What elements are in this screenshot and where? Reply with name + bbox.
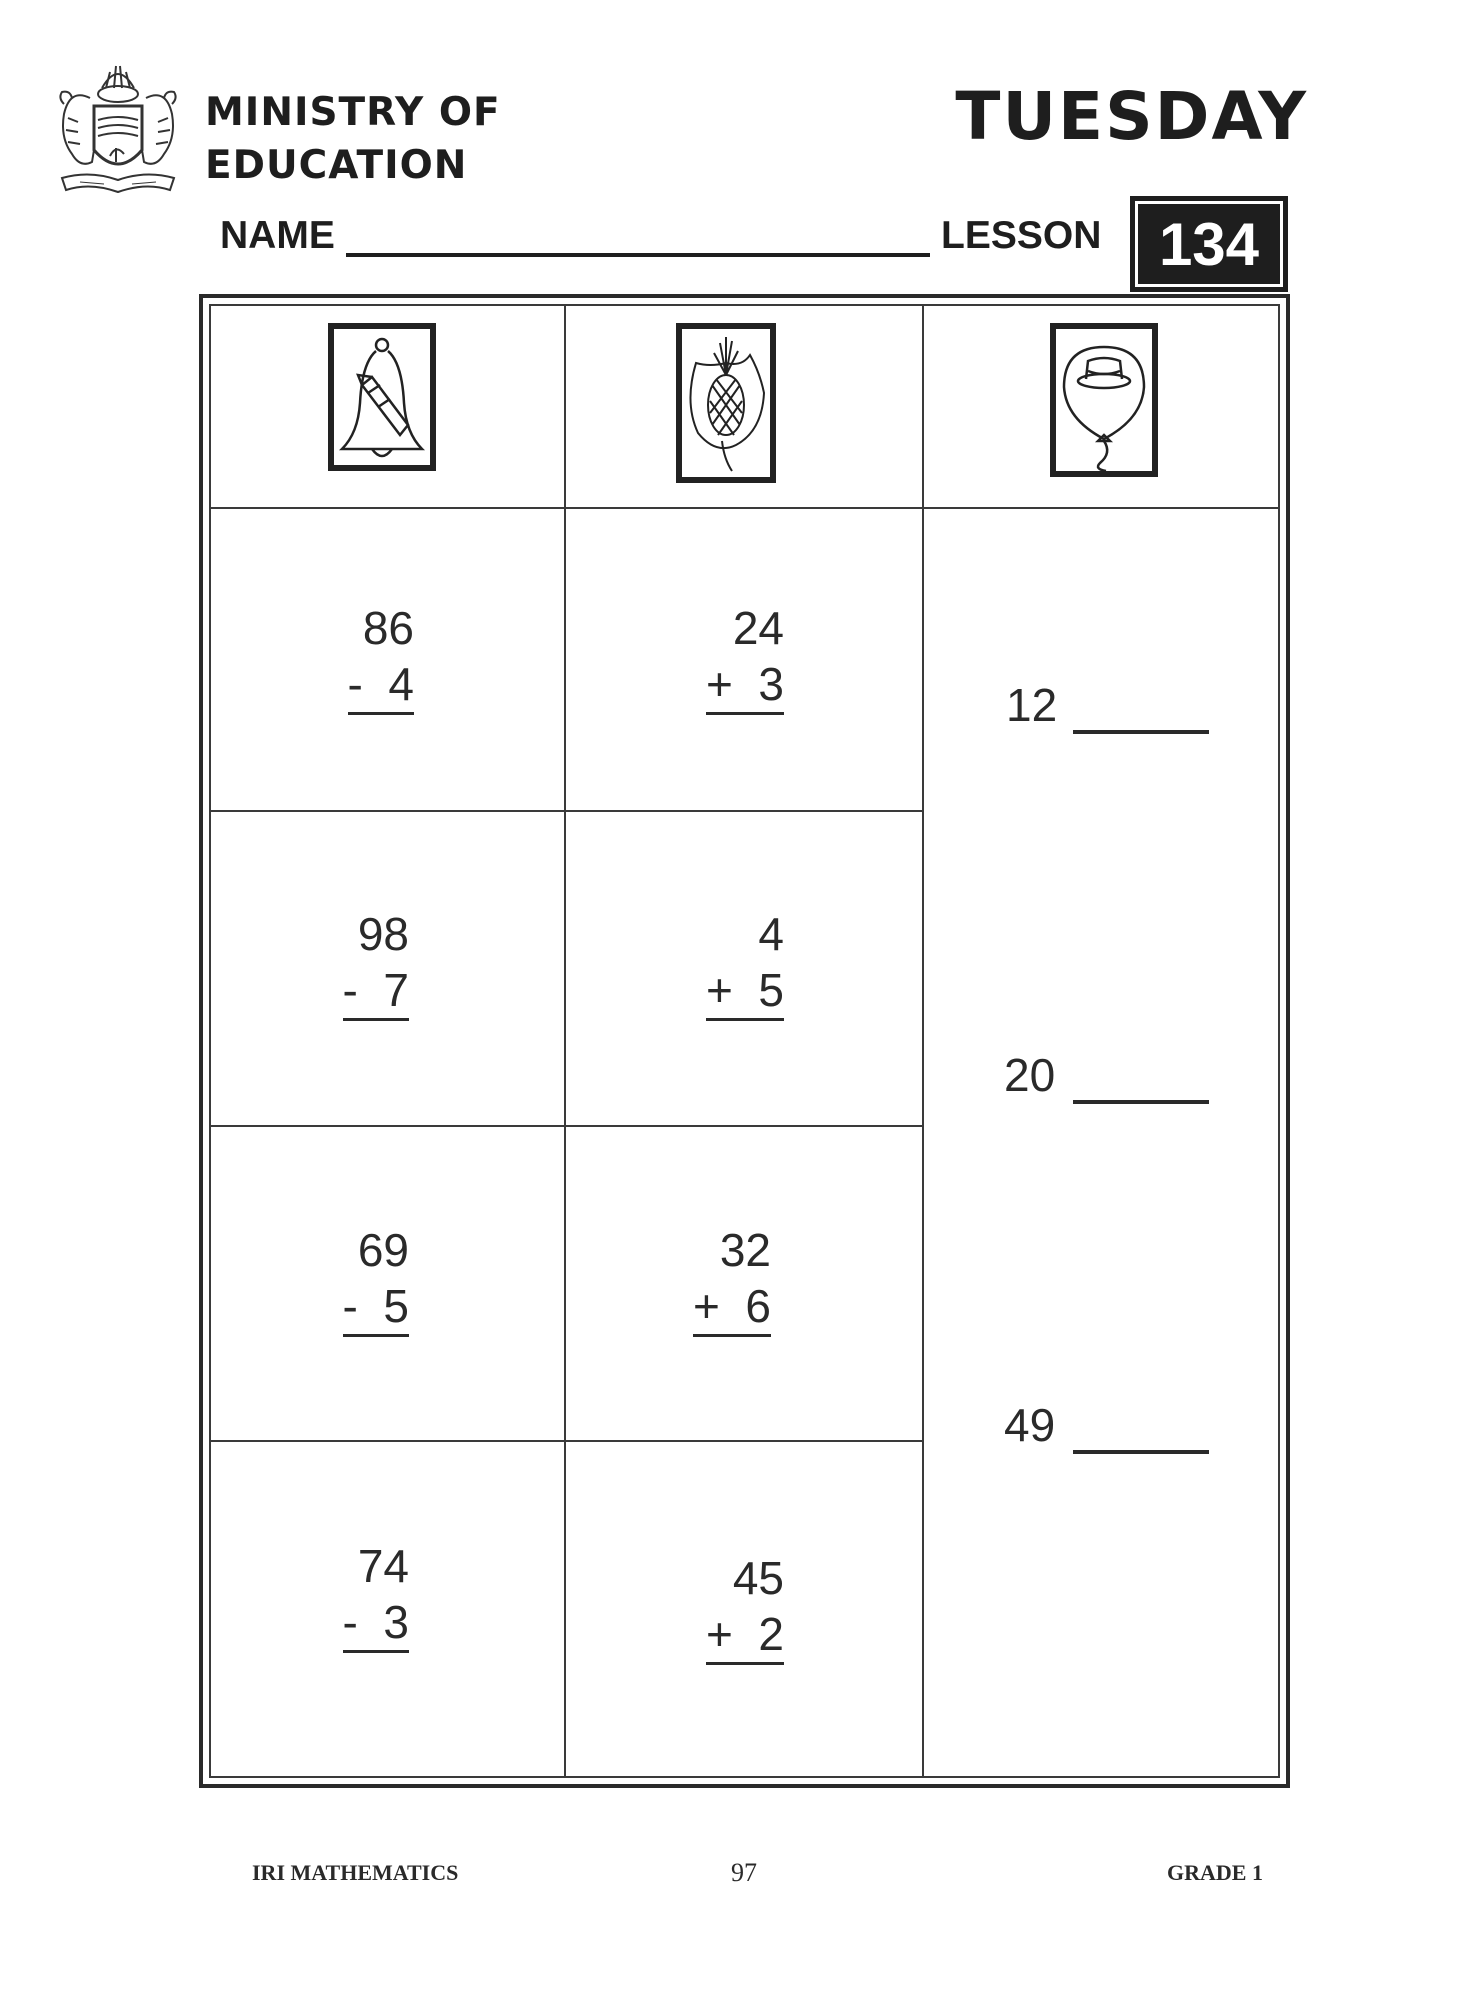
- answer-blank[interactable]: [1073, 1100, 1209, 1104]
- addition-problem: [706, 1550, 784, 1665]
- addend-top: 45: [732, 1552, 784, 1604]
- minuend: 69: [357, 1224, 409, 1276]
- lesson-number-box: [1132, 198, 1286, 290]
- addition-problem: [706, 906, 784, 1021]
- count-number: 20: [1004, 1049, 1056, 1101]
- pineapple-leaf-icon: [676, 323, 776, 488]
- minuend: 98: [357, 908, 409, 960]
- row-divider: [209, 1125, 923, 1127]
- subtraction-problem: [348, 600, 414, 715]
- page-number: 97: [731, 1858, 757, 1887]
- balloon-hat-icon: [1050, 323, 1158, 482]
- count-number: 12: [1006, 679, 1058, 731]
- name-write-line[interactable]: [346, 253, 930, 257]
- column-divider: [922, 304, 924, 1778]
- ministry-title-line2: EDUCATION: [205, 143, 468, 188]
- addend-bottom: + 5: [706, 962, 784, 1021]
- row-divider: [209, 810, 923, 812]
- addend-bottom: + 2: [706, 1606, 784, 1665]
- subtrahend: - 5: [343, 1278, 409, 1337]
- addition-problem: [693, 1222, 771, 1337]
- subtrahend: - 4: [348, 656, 414, 715]
- day-heading: TUESDAY: [955, 78, 1308, 155]
- column-divider: [564, 304, 566, 1778]
- ministry-crest-logo: [50, 58, 186, 200]
- addition-problem: [706, 600, 784, 715]
- answer-blank[interactable]: [1073, 1450, 1209, 1454]
- row-divider: [209, 1440, 923, 1442]
- addend-bottom: + 3: [706, 656, 784, 715]
- ministry-title: [205, 86, 501, 192]
- footer-grade: GRADE 1: [1167, 1860, 1263, 1885]
- subtraction-problem: [343, 1222, 409, 1337]
- addend-top: 32: [719, 1224, 771, 1276]
- lesson-number: 134: [1158, 210, 1260, 278]
- subtrahend: - 7: [343, 962, 409, 1021]
- ministry-title-line1: MINISTRY OF: [205, 90, 501, 135]
- count-number: 49: [1004, 1399, 1056, 1451]
- subtraction-problem: [343, 1538, 409, 1653]
- subtraction-problem: [343, 906, 409, 1021]
- footer-subject: IRI MATHEMATICS: [252, 1860, 459, 1885]
- name-label: NAME: [220, 214, 335, 257]
- row-divider: [209, 507, 1280, 509]
- lesson-label: LESSON: [941, 214, 1102, 257]
- bell-with-crayon-icon: [328, 323, 436, 476]
- subtrahend: - 3: [343, 1594, 409, 1653]
- minuend: 74: [357, 1540, 409, 1592]
- addend-top: 24: [732, 602, 784, 654]
- minuend: 86: [362, 602, 414, 654]
- addend-top: 4: [758, 908, 784, 960]
- addend-bottom: + 6: [693, 1278, 771, 1337]
- answer-blank[interactable]: [1073, 730, 1209, 734]
